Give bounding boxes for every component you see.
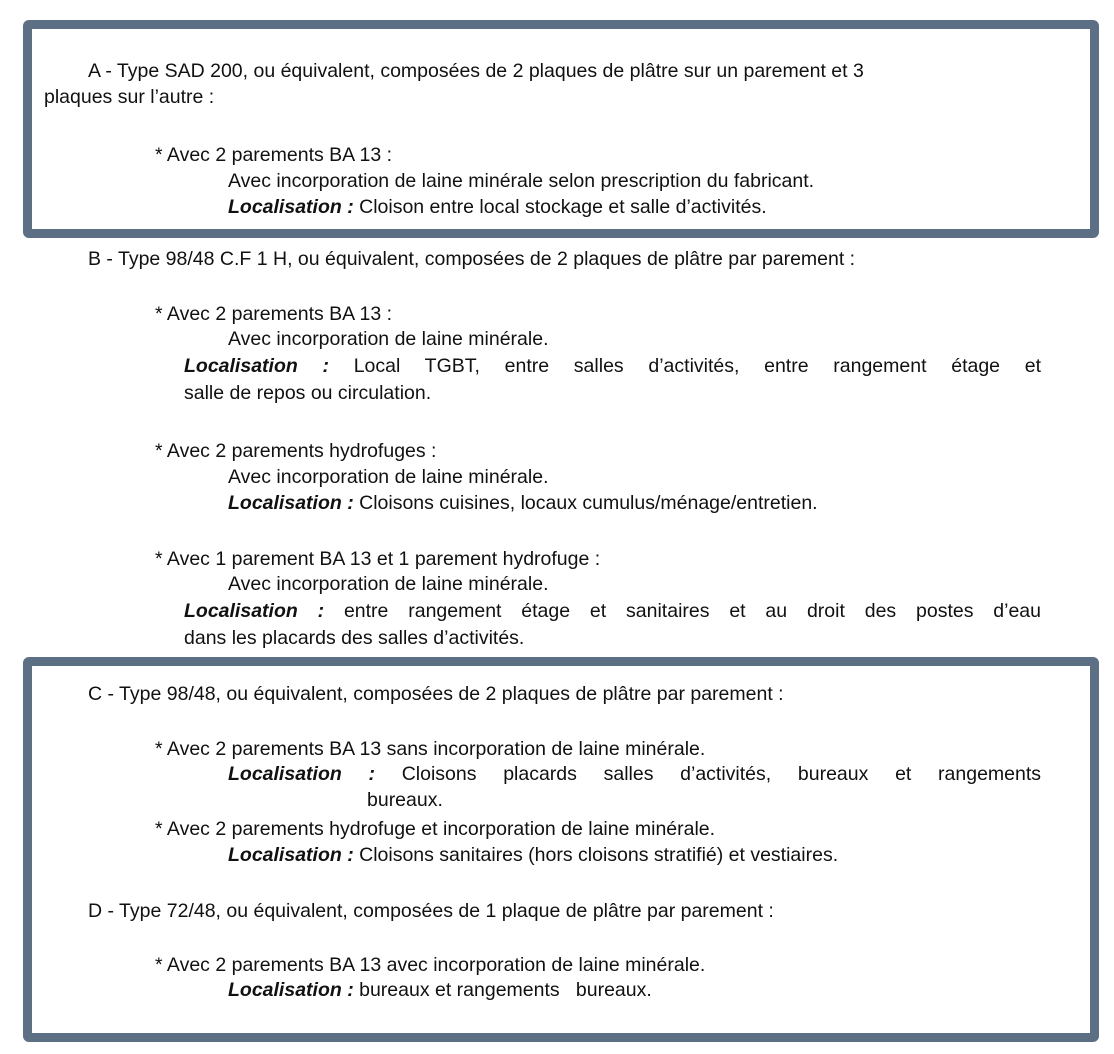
section-c-item2-localisation [228, 844, 838, 867]
localisation-text: Cloisons placards salles d’activités, bureaux et rangements [401, 763, 1042, 785]
section-a-item1-localisation [228, 196, 767, 219]
section-c-item1-localisation-cont: bureaux. [367, 789, 443, 811]
section-b-item2-title: * Avec 2 parements hydrofuges : [155, 440, 437, 462]
section-b-item2-detail: Avec incorporation de laine minérale. [228, 466, 549, 488]
section-d-item1-localisation [228, 979, 652, 1002]
localisation-label: Localisation : [228, 979, 354, 1001]
localisation-text: Cloisons sanitaires (hors cloisons stratifié) et vestiaires. [359, 844, 839, 866]
section-c-item1-localisation [228, 763, 1041, 786]
section-b-item1-localisation-cont: salle de repos ou circulation. [184, 382, 432, 404]
section-b-item3-detail: Avec incorporation de laine minérale. [228, 573, 549, 595]
section-c-heading: C - Type 98/48, ou équivalent, composées de 2 plaques de plâtre par parement : [88, 683, 784, 705]
section-b-item1-title: * Avec 2 parements BA 13 : [155, 303, 393, 325]
section-b-item3-localisation [184, 600, 1041, 623]
localisation-label: Localisation : [184, 355, 329, 377]
localisation-label: Localisation : [228, 763, 375, 785]
section-a-heading-line1: A - Type SAD 200, ou équivalent, composées de 2 plaques de plâtre sur un parement et 3 [88, 60, 864, 82]
localisation-text: Local TGBT, entre salles d’activités, entre rangement étage et [353, 355, 1041, 377]
section-d-item1-title: * Avec 2 parements BA 13 avec incorporation de laine minérale. [155, 954, 706, 976]
localisation-label: Localisation : [184, 600, 325, 622]
section-b-item1-detail: Avec incorporation de laine minérale. [228, 328, 549, 350]
localisation-text: bureaux et rangements bureaux. [359, 979, 652, 1001]
localisation-label: Localisation : [228, 492, 354, 514]
section-b-item3-localisation-cont: dans les placards des salles d’activités. [184, 627, 525, 649]
section-b-item2-localisation [228, 492, 818, 515]
section-a-heading-line2: plaques sur l’autre : [44, 86, 215, 108]
localisation-label: Localisation : [228, 844, 354, 866]
localisation-text: Cloisons cuisines, locaux cumulus/ménage/entretien. [359, 492, 818, 514]
localisation-label: Localisation : [228, 196, 354, 218]
section-d-heading: D - Type 72/48, ou équivalent, composées de 1 plaque de plâtre par parement : [88, 900, 774, 922]
section-c-item2-title: * Avec 2 parements hydrofuge et incorporation de laine minérale. [155, 818, 716, 840]
section-b-item1-localisation [184, 355, 1041, 378]
section-c-item1-title: * Avec 2 parements BA 13 sans incorporation de laine minérale. [155, 738, 706, 760]
section-a-item1-title: * Avec 2 parements BA 13 : [155, 144, 393, 166]
localisation-text: entre rangement étage et sanitaires et au droit des postes d’eau [343, 600, 1042, 622]
section-a-item1-detail: Avec incorporation de laine minérale selon prescription du fabricant. [228, 170, 815, 192]
section-b-heading: B - Type 98/48 C.F 1 H, ou équivalent, composées de 2 plaques de plâtre par parement : [88, 248, 856, 270]
section-b-item3-title: * Avec 1 parement BA 13 et 1 parement hydrofuge : [155, 548, 601, 570]
localisation-text: Cloison entre local stockage et salle d’activités. [359, 196, 767, 218]
